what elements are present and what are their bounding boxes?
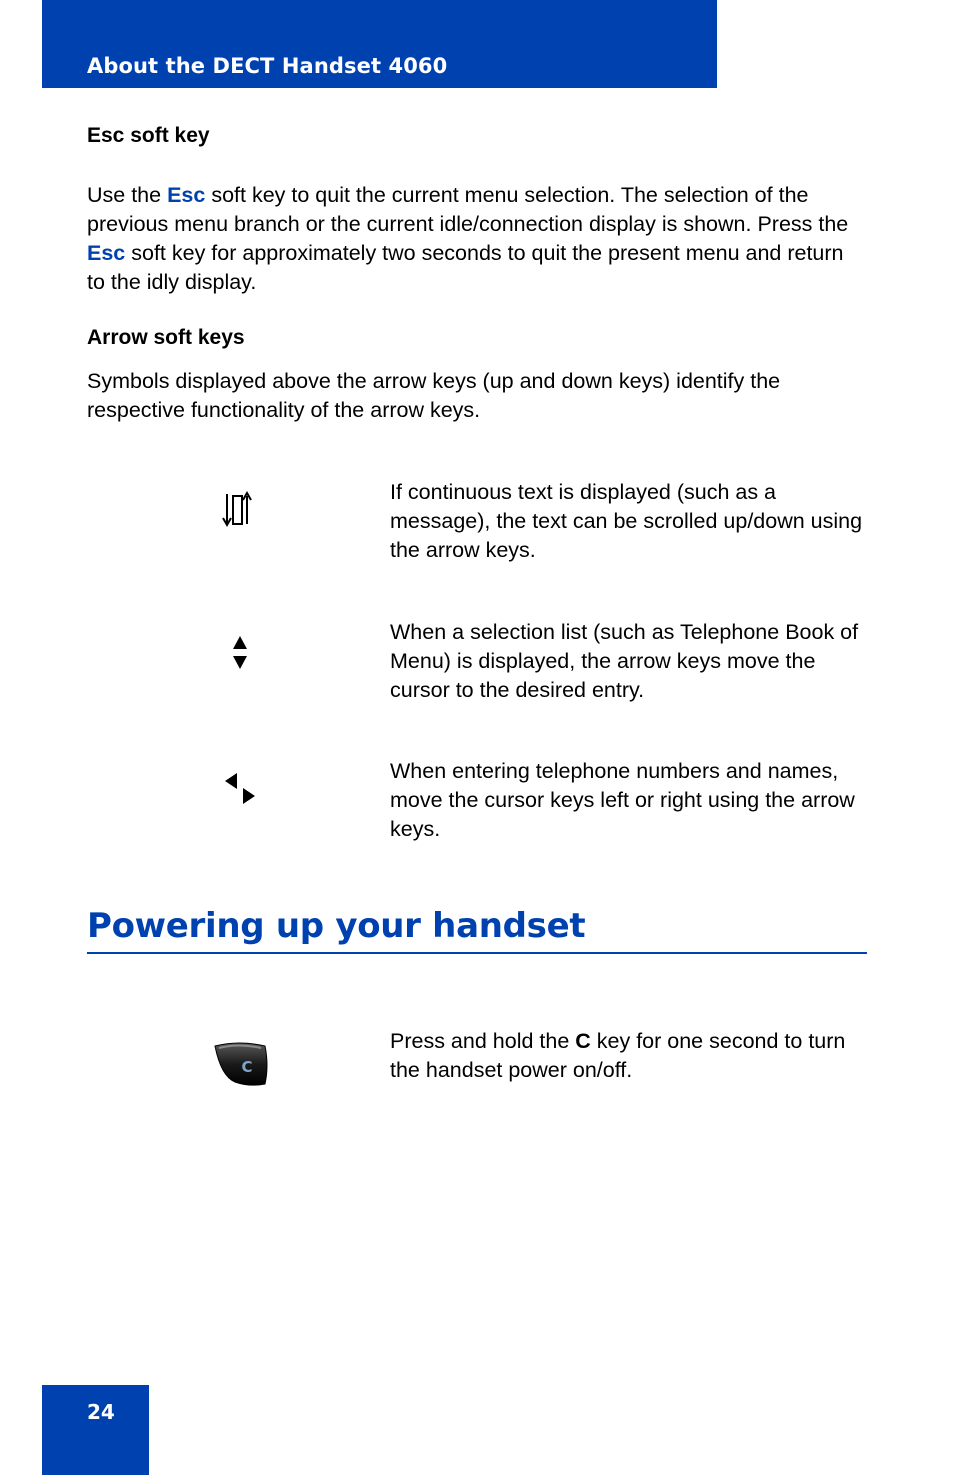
esc-key-label: Esc — [87, 241, 126, 265]
left-right-triangles-icon — [200, 770, 280, 808]
arrow-section — [87, 326, 867, 350]
page-footer — [42, 1385, 149, 1475]
esc-key-label: Esc — [167, 183, 206, 207]
arrow-intro-text: Symbols displayed above the arrow keys (up and down keys) identify the respective functionality of the arrow keys. — [87, 369, 781, 422]
row-text-scroll: If continuous text is displayed (such as a message), the text can be scrolled up/down using the arrow keys. — [390, 480, 863, 562]
esc-description — [87, 181, 867, 297]
esc-text-part: soft key for approximately two seconds to quit the present menu and return to the idly display. — [87, 241, 844, 294]
arrow-intro — [87, 367, 867, 425]
row-text-selection: When a selection list (such as Telephone Book of Menu) is displayed, the arrow keys move the cursor to the desired entry. — [390, 620, 859, 702]
esc-heading: Esc soft key — [87, 124, 210, 147]
esc-paragraph — [87, 181, 867, 297]
row-text-entry: When entering telephone numbers and names, move the cursor keys left or right using the arrow keys. — [390, 759, 855, 841]
power-text-part: Press and hold the — [390, 1029, 576, 1053]
up-down-triangles-icon — [200, 634, 280, 672]
power-instruction — [390, 1027, 870, 1085]
power-text-part: key for one second to turn the handset power on/off. — [390, 1029, 846, 1082]
page-number: 24 — [87, 1400, 115, 1424]
esc-text-part: soft key to quit the current menu selection. The selection of the previous menu branch or the current idle/connection display is shown. Press the — [87, 183, 849, 236]
esc-text-part: Use the — [87, 183, 168, 207]
scroll-updown-icon — [200, 490, 280, 530]
c-key-glyph: C — [241, 1058, 253, 1076]
c-key-icon — [200, 1038, 280, 1090]
c-key-label: C — [575, 1029, 591, 1053]
section-title: Powering up your handset — [87, 906, 867, 954]
page-header — [42, 0, 717, 88]
arrow-heading: Arrow soft keys — [87, 326, 245, 349]
header-title: About the DECT Handset 4060 — [87, 54, 448, 78]
esc-section — [87, 124, 867, 148]
